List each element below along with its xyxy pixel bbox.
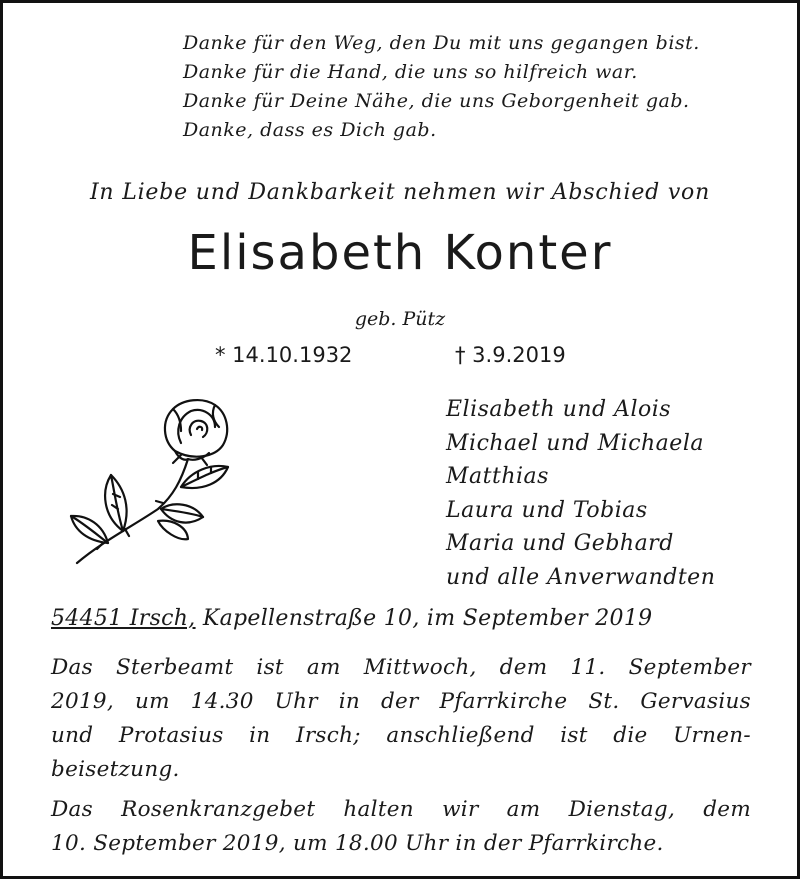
maiden-name: geb. Pütz: [354, 308, 446, 330]
deceased-name: Elisabeth Konter: [187, 225, 613, 281]
funeral-notice: [51, 651, 751, 787]
rosary-notice-line: Das Rosenkranzgebet halten wir am Dienstag, dem: [51, 797, 752, 822]
poem-line: Danke für Deine Nähe, die uns Geborgenheit gab.: [183, 90, 690, 112]
family-member: Laura und Tobias: [446, 497, 648, 523]
family-list: [446, 393, 715, 594]
funeral-notice-line: 2019, um 14.30 Uhr in der Pfarrkirche St. Gervasius: [51, 689, 751, 714]
poem-line: Danke, dass es Dich gab.: [183, 119, 437, 141]
death-date: † 3.9.2019: [455, 343, 566, 367]
poem: [183, 29, 700, 145]
rosary-notice-line: 10. September 2019, um 18.00 Uhr in der Pfarrkirche.: [51, 831, 664, 856]
funeral-notice-line: beisetzung.: [51, 757, 180, 782]
rosary-notice: [51, 793, 751, 861]
family-member: Matthias: [446, 464, 549, 489]
funeral-notice-line: Das Sterbeamt ist am Mittwoch, dem 11. September: [51, 655, 751, 680]
family-member: Maria und Gebhard: [446, 531, 674, 556]
address-line: [51, 606, 652, 631]
birth-date: * 14.10.1932: [215, 343, 353, 367]
rose-icon: [63, 391, 243, 576]
farewell-intro: In Liebe und Dankbarkeit nehmen wir Abschied von: [89, 180, 711, 205]
poem-line: Danke für den Weg, den Du mit uns gegangen bist.: [183, 32, 700, 54]
address-rest: Kapellenstraße 10, im September 2019: [195, 606, 653, 631]
family-member: Elisabeth und Alois: [446, 397, 672, 422]
family-member: Michael und Michaela: [446, 430, 704, 456]
funeral-notice-line: und Protasius in Irsch; anschließend ist die Urnen-: [51, 723, 751, 748]
address-town: 54451 Irsch,: [51, 606, 196, 631]
family-member: und alle Anverwandten: [446, 564, 716, 590]
poem-line: Danke für die Hand, die uns so hilfreich war.: [183, 61, 638, 83]
